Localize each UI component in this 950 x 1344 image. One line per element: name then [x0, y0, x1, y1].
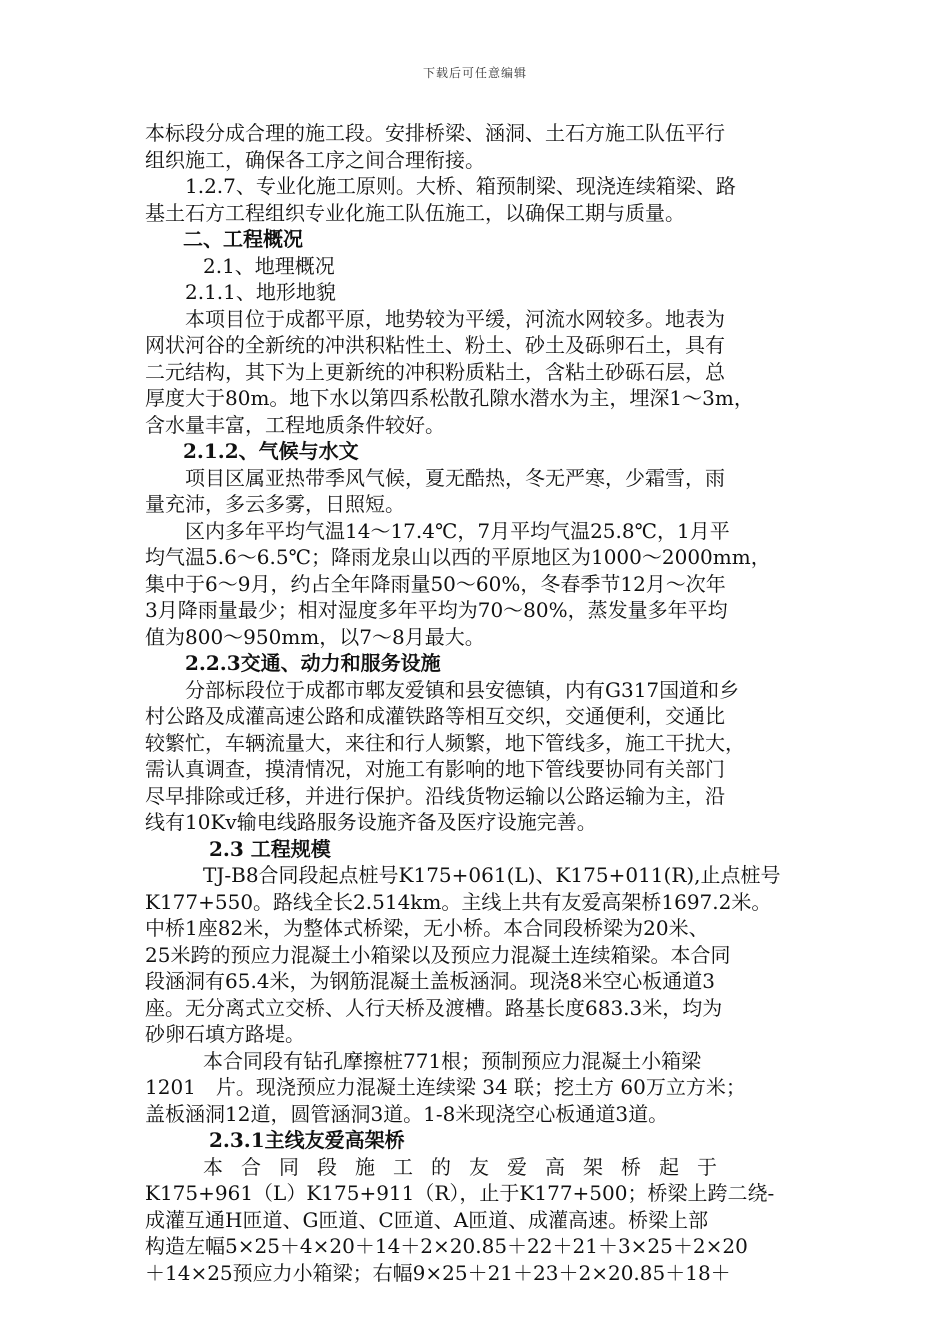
text-line: 分部标段位于成都市郫友爱镇和县安德镇，内有G317国道和乡: [185, 677, 740, 702]
text-line: 区内多年平均气温14～17.4℃，7月平均气温25.8℃，1月平: [185, 518, 730, 543]
text-line: 网状河谷的全新统的冲洪积粘性土、粉土、砂土及砾卵石土，具有: [145, 333, 725, 357]
text-line: 本项目位于成都平原，地势较为平缓，河流水网较多。地表为: [185, 306, 725, 331]
text-line: 集中于6～9月，约占全年降雨量50～60%，冬春季节12月～次年: [145, 571, 726, 596]
subsection-heading: 2.2.3交通、动力和服务设施: [185, 651, 441, 675]
text-line: 中桥1座82米，为整体式桥梁，无小桥。本合同段桥梁为20米、: [145, 916, 709, 940]
subsection-heading: 2.1.1、地形地貌: [185, 280, 336, 304]
subsection-heading: 2.3 工程规模: [209, 836, 331, 861]
text-line: 砂卵石填方路堤。: [145, 1022, 305, 1046]
text-line: 含水量丰富，工程地质条件较好。: [145, 412, 445, 437]
text-line: ＋14×25预应力小箱梁；右幅9×25＋21＋23＋2×20.85＋18＋: [145, 1260, 731, 1285]
subsection-heading: 2.3.1主线友爱高架桥: [209, 1128, 405, 1152]
text-line: 二元结构，其下为上更新统的冲积粉质粘土，含粘土砂砾石层，总: [145, 359, 725, 384]
text-line: 值为800～950mm，以7～8月最大。: [145, 624, 485, 649]
text-line: 段涵洞有65.4米，为钢筋混凝土盖板涵洞。现浇8米空心板通道3: [145, 969, 715, 993]
text-line: 尽早排除或迁移，并进行保护。沿线货物运输以公路运输为主，沿: [145, 783, 725, 808]
text-line: 本合同段有钻孔摩擦桩771根；预制预应力混凝土小箱梁: [203, 1048, 702, 1073]
subsection-heading: 2.1.2、气候与水文: [183, 439, 359, 463]
text-line: 1201 片。现浇预应力混凝土连续梁 34 联；挖土方 60万立方米；: [145, 1075, 746, 1099]
text-line: 厚度大于80m。地下水以第四系松散孔隙水潜水为主，埋深1～3m，: [145, 386, 754, 410]
text-line: 均气温5.6～6.5℃；降雨龙泉山以西的平原地区为1000～2000mm，: [145, 545, 771, 569]
text-line: 本标段分成合理的施工段。安排桥梁、涵洞、土石方施工队伍平行: [145, 121, 725, 145]
text-line: 项目区属亚热带季风气候，夏无酷热，冬无严寒，少霜雪，雨: [185, 465, 725, 490]
text-line: TJ-B8合同段起点桩号K175+061(L)、K175+011(R),止点桩号: [203, 863, 781, 887]
text-line: 量充沛，多云多雾，日照短。: [145, 492, 405, 516]
text-line: 基土石方工程组织专业化施工队伍施工，以确保工期与质量。: [145, 200, 685, 225]
text-line: 25米跨的预应力混凝土小箱梁以及预应力混凝土连续箱梁。本合同: [145, 942, 731, 967]
subsection-heading: 2.1、地理概况: [203, 253, 335, 278]
text-line: 需认真调查，摸清情况，对施工有影响的地下管线要协同有关部门: [145, 757, 725, 781]
text-line: 1.2.7、专业化施工原则。大桥、箱预制梁、现浇连续箱梁、路: [185, 174, 736, 198]
text-line: 座。无分离式立交桥、人行天桥及渡槽。路基长度683.3米，均为: [145, 995, 723, 1020]
text-line: 村公路及成灌高速公路和成灌铁路等相互交织，交通便利，交通比: [145, 704, 725, 728]
text-line: 构造左幅5×25＋4×20＋14＋2×20.85＋22＋21＋3×25＋2×20: [145, 1234, 748, 1258]
section-heading: 二、工程概况: [183, 227, 303, 251]
text-line: 本合同段施工的友爱高架桥起于: [203, 1154, 735, 1179]
header-note: 下载后可任意编辑: [422, 66, 527, 80]
text-line: K177+550。路线全长2.514km。主线上共有友爱高架桥1697.2米。: [145, 889, 772, 914]
text-line: 3月降雨量最少；相对湿度多年平均为70～80%，蒸发量多年平均: [145, 598, 728, 622]
text-line: K175+961（L）K175+911（R），止于K177+500；桥梁上跨二绕-: [145, 1181, 775, 1205]
text-line: 较繁忙，车辆流量大，来往和行人频繁，地下管线多，施工干扰大，: [145, 730, 745, 755]
text-line: 成灌互通H匝道、G匝道、C匝道、A匝道、成灌高速。桥梁上部: [145, 1207, 709, 1232]
text-line: 盖板涵洞12道，圆管涵洞3道。1-8米现浇空心板通道3道。: [145, 1101, 669, 1126]
text-line: 组织施工，确保各工序之间合理衔接。: [145, 147, 485, 172]
document-body: [145, 120, 805, 1286]
text-line: 线有10Kv输电线路服务设施齐备及医疗设施完善。: [145, 810, 597, 834]
